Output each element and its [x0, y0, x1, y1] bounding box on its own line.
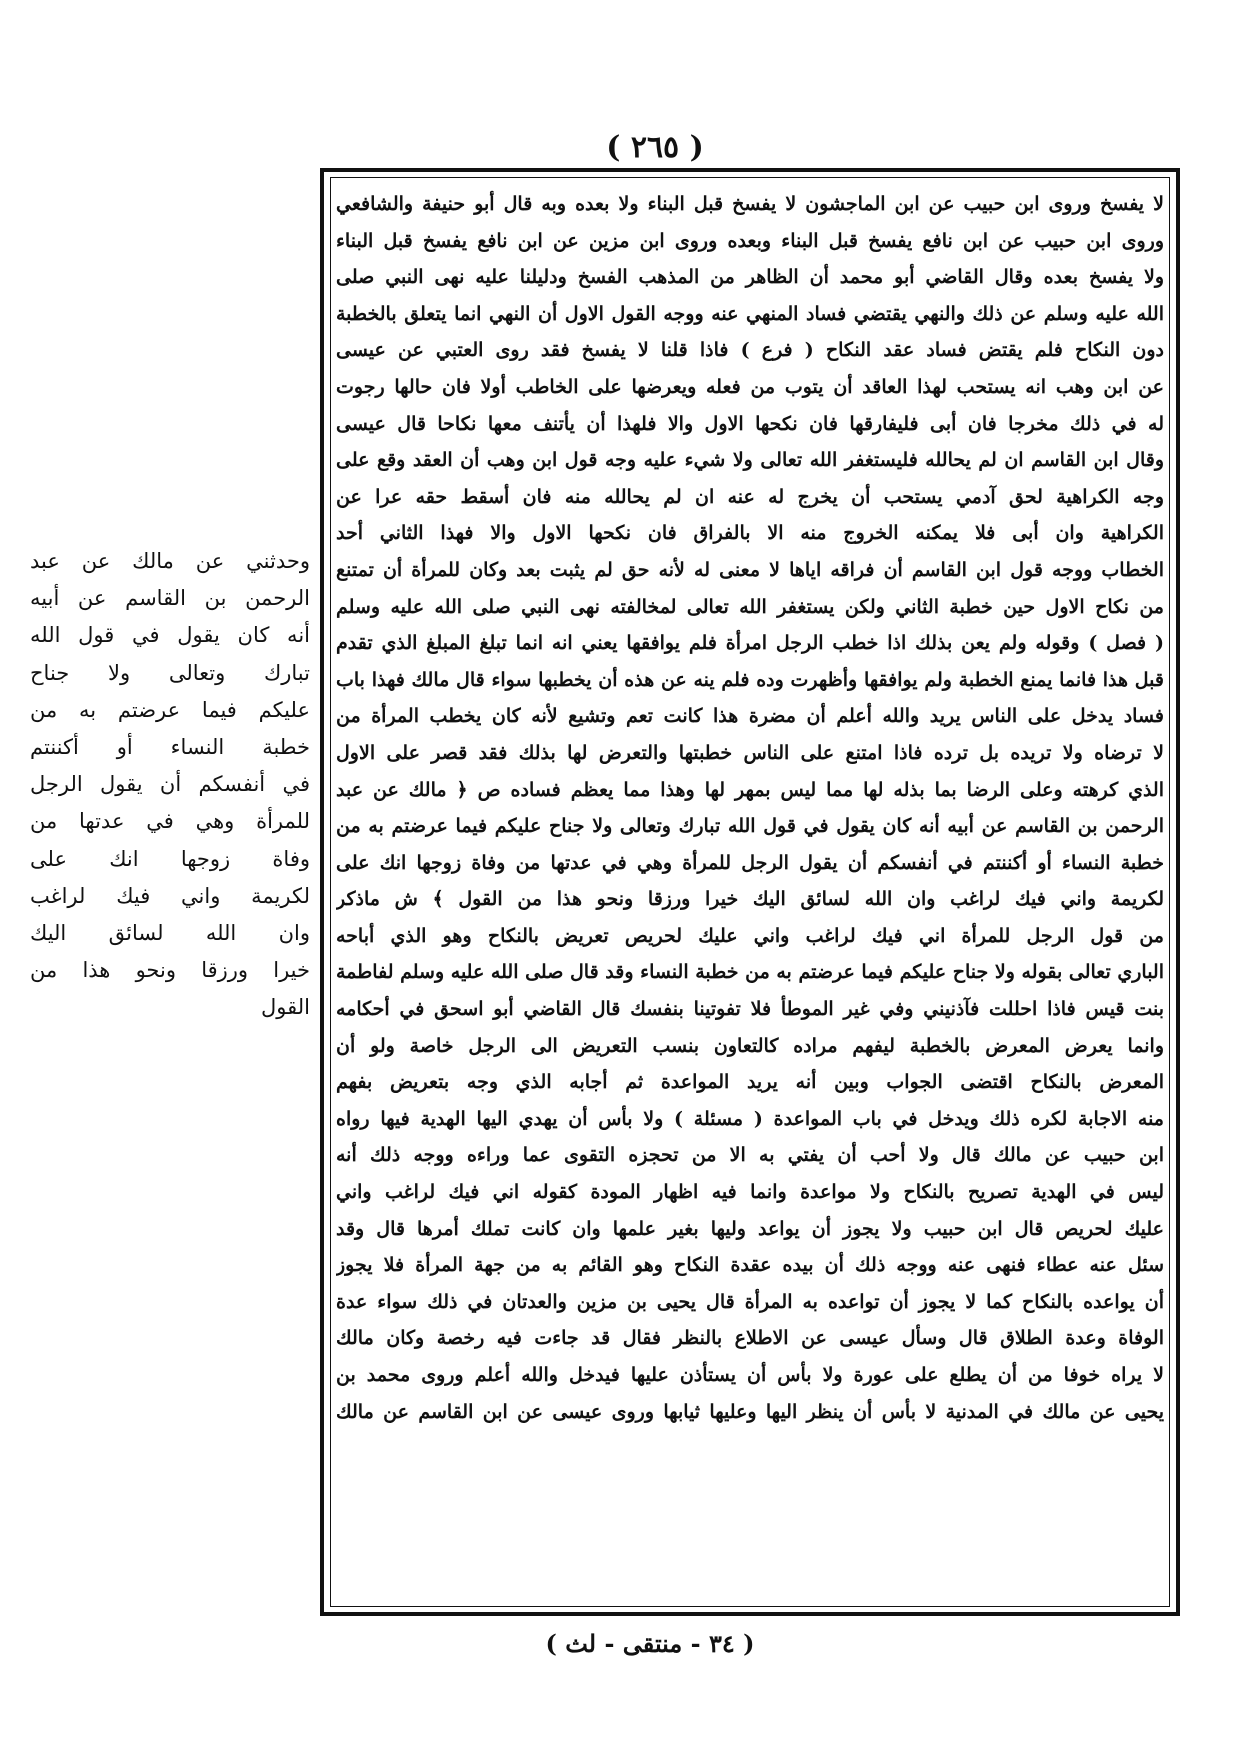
commentary-line: لكريمة واني فيك لراغب وان الله لسائق اليك خيرا ورزقا ونحو هذا من القول ﴾ ش ماذكر: [336, 888, 1164, 911]
margin-line: الرحمن بن القاسم عن أبيه: [30, 586, 310, 611]
margin-line: وفاة زوجها انك على: [30, 846, 310, 871]
commentary-line: عليك لحريص قال ابن حبيب ولا يجوز أن يواعد وليها بغير علمها وان كانت تملك أمرها قال وقد: [336, 1217, 1164, 1240]
commentary-line: قبل هذا فانما يمنع الخطبة ولم يوافقها وأظهرت وده فلم ينه عن هذه أن يخطبها سواء قال مالك فهذا باب: [336, 668, 1164, 691]
commentary-line: بنت قيس فاذا احللت فآذنيني وفي غير الموطأ فلا تفوتينا بنفسك قال القاضي أبو اسحق في أحكامه: [336, 998, 1164, 1021]
commentary-line: من نكاح الاول حين خطبة الثاني ولكن يستغفر الله تعالى لمخالفته نهى النبي صلى الله عليه وسلم: [336, 595, 1164, 618]
commentary-line: الله عليه وسلم عن ذلك والنهي يقتضي فساد المنهي عنه ووجه القول الاول أن النهي انما يتعلق بالخطبة: [336, 302, 1164, 325]
commentary-line: المعرض بالنكاح اقتضى الجواب وبين أنه يريد المواعدة ثم أجابه الذي وجه بتعريض بفهم: [336, 1071, 1164, 1094]
margin-line: القول: [261, 995, 310, 1020]
commentary-line: لا يفسخ وروى ابن حبيب عن ابن الماجشون لا يفسخ قبل البناء ولا بعده وبه قال أبو حنيفة والشافعي: [336, 193, 1164, 215]
margin-line: في أنفسكم أن يقول الرجل: [30, 772, 310, 797]
margin-line: أنه كان يقول في قول الله: [30, 623, 310, 648]
commentary-line: منه الاجابة لكره ذلك ويدخل في باب المواعدة ( مسئلة ) ولا بأس أن يهدي اليها الهدية فيها رواه: [336, 1107, 1164, 1130]
commentary-line: الكراهية وان أبى فلا يمكنه الخروج منه الا بالفراق فان نكحها الاول والا فهذا الثاني أحد: [336, 522, 1164, 545]
commentary-line: الوفاة وعدة الطلاق قال وسأل عيسى عن الاطلاع بالنظر فقال قد جاءت فيه رخصة وكان مالك: [336, 1327, 1164, 1350]
commentary-line: فساد يدخل على الناس يريد والله أعلم أن مضرة هذا كانت تعم وتشيع لأنه كان يخطب المرأة من: [336, 705, 1164, 728]
commentary-line: لا ترضاه ولا تريده بل ترده فاذا امتنع على الناس خطبتها والتعرض لها بذلك فقد قصر على الاول: [336, 741, 1164, 764]
commentary-line: وجه الكراهية لحق آدمي يستحب أن يخرج له عنه ان لم يحالله منه فان أسقط حقه عرا عن: [336, 485, 1164, 508]
commentary-line: ( فصل ) وقوله ولم يعن بذلك اذا خطب الرجل امرأة فلم يوافقها يعني انه انما تبلغ المبلغ الذي تقدم: [336, 632, 1164, 655]
commentary-line: أن يواعده بالنكاح كما لا يجوز أن تواعده به المرأة قال يحيى بن مزين والعدتان في ذلك سواء عدة: [336, 1290, 1164, 1313]
margin-line: خيرا ورزقا ونحو هذا من: [30, 958, 310, 983]
margin-line: تبارك وتعالى ولا جناح: [30, 660, 310, 685]
commentary-line: دون النكاح فلم يقتض فساد عقد النكاح ( فرع ) فاذا قلنا لا يفسخ فقد روى العتبي عن عيسى: [336, 339, 1164, 362]
commentary-line: الرحمن بن القاسم عن أبيه أنه كان يقول في قول الله تبارك وتعالى ولا جناح عليكم فيما عرضتم به من: [336, 815, 1164, 838]
commentary-line: الخطاب ووجه قول ابن القاسم أن فراقه اياها لا معنى له لأنه حق لم يثبت بعد وكان للمرأة أن تمتنع: [336, 558, 1164, 581]
commentary-line: ليس في الهدية تصريح بالنكاح ولا مواعدة وانما فيه اظهار المودة كقوله اني فيك لراغب واني: [336, 1181, 1164, 1204]
commentary-line: الباري تعالى بقوله ولا جناح عليكم فيما عرضتم به من خطبة النساء وقد قال صلى الله عليه وسلم لفاطمة: [336, 961, 1164, 984]
commentary-line: عن ابن وهب انه يستحب لهذا العاقد أن يتوب من فعله ويعرضها على الخاطب أولا فان حالها رجوت: [336, 375, 1164, 398]
commentary-line: خطبة النساء أو أكننتم في أنفسكم أن يقول الرجل للمرأة وهي في عدتها من وفاة زوجها انك على: [336, 851, 1164, 874]
commentary-line: الذي كرهته وعلى الرضا بما بذله لها مما ليس بمهر لها وهذا مما يعظم فساده ص ﴿ مالك عن عبد: [336, 778, 1164, 801]
commentary-line: ولا يفسخ بعده وقال القاضي أبو محمد أن الظاهر من المذهب الفسخ ودليلنا عليه نهى النبي صلى: [336, 266, 1164, 289]
margin-line: خطبة النساء أو أكننتم: [30, 734, 310, 759]
commentary-line: ابن حبيب عن مالك قال ولا أحب أن يفتي به الا من تحجزه التقوى عما وراءه ووجه ذلك أنه: [336, 1144, 1164, 1167]
margin-line: للمرأة وهي في عدتها من: [30, 809, 310, 834]
commentary-line: سئل عنه عطاء فنهى عنه ووجه ذلك أن بيده عقدة النكاح وهو القائم به من جهة المرأة فلا يجوز: [336, 1254, 1164, 1277]
margin-line: لكريمة واني فيك لراغب: [30, 883, 310, 908]
commentary-line: وروى ابن حبيب عن ابن نافع يفسخ قبل البناء وبعده وروى ابن مزين عن ابن نافع يفسخ قبل البناء: [336, 229, 1164, 252]
commentary-line: وقال ابن القاسم ان لم يحالله فليستغفر الله تعالى ولا شيء عليه وجه قول ابن وهب أن العقد وقع على: [336, 449, 1164, 472]
margin-line: عليكم فيما عرضتم به من: [30, 697, 310, 722]
margin-hadith-text: [30, 543, 310, 1026]
commentary-text-block: [336, 186, 1164, 1596]
commentary-line: لا يراه خوفا من أن يطلع على عورة ولا بأس أن يستأذن عليها فيدخل والله أعلم وروى محمد بن: [336, 1364, 1164, 1386]
margin-line: وان الله لسائق اليك: [30, 920, 310, 945]
footer-signature: ( ٣٤ - منتقى - لث ): [545, 1629, 755, 1658]
commentary-line: من قول الرجل للمرأة اني فيك لراغب واني عليك لحريص تعريض بالنكاح وهو الذي أباحه: [336, 924, 1164, 947]
margin-line: وحدثني عن مالك عن عبد: [30, 549, 310, 573]
commentary-line: وانما يعرض المعرض بالخطبة ليفهم مراده كالتعاون بنسب التعريض الى الرجل خاصة ولو أن: [336, 1034, 1164, 1057]
commentary-line: له في ذلك مخرجا فان أبى فليفارقها فان نكحها الاول والا فلهذا أن يأتنف معها نكاحا قال عيسى: [336, 412, 1164, 435]
commentary-line: يحيى عن مالك في المدنية لا بأس أن ينظر اليها وعليها ثيابها وروى عيسى عن ابن القاسم عن مالك: [336, 1400, 1164, 1423]
page-number: ( ٢٦٥ ): [606, 130, 704, 165]
